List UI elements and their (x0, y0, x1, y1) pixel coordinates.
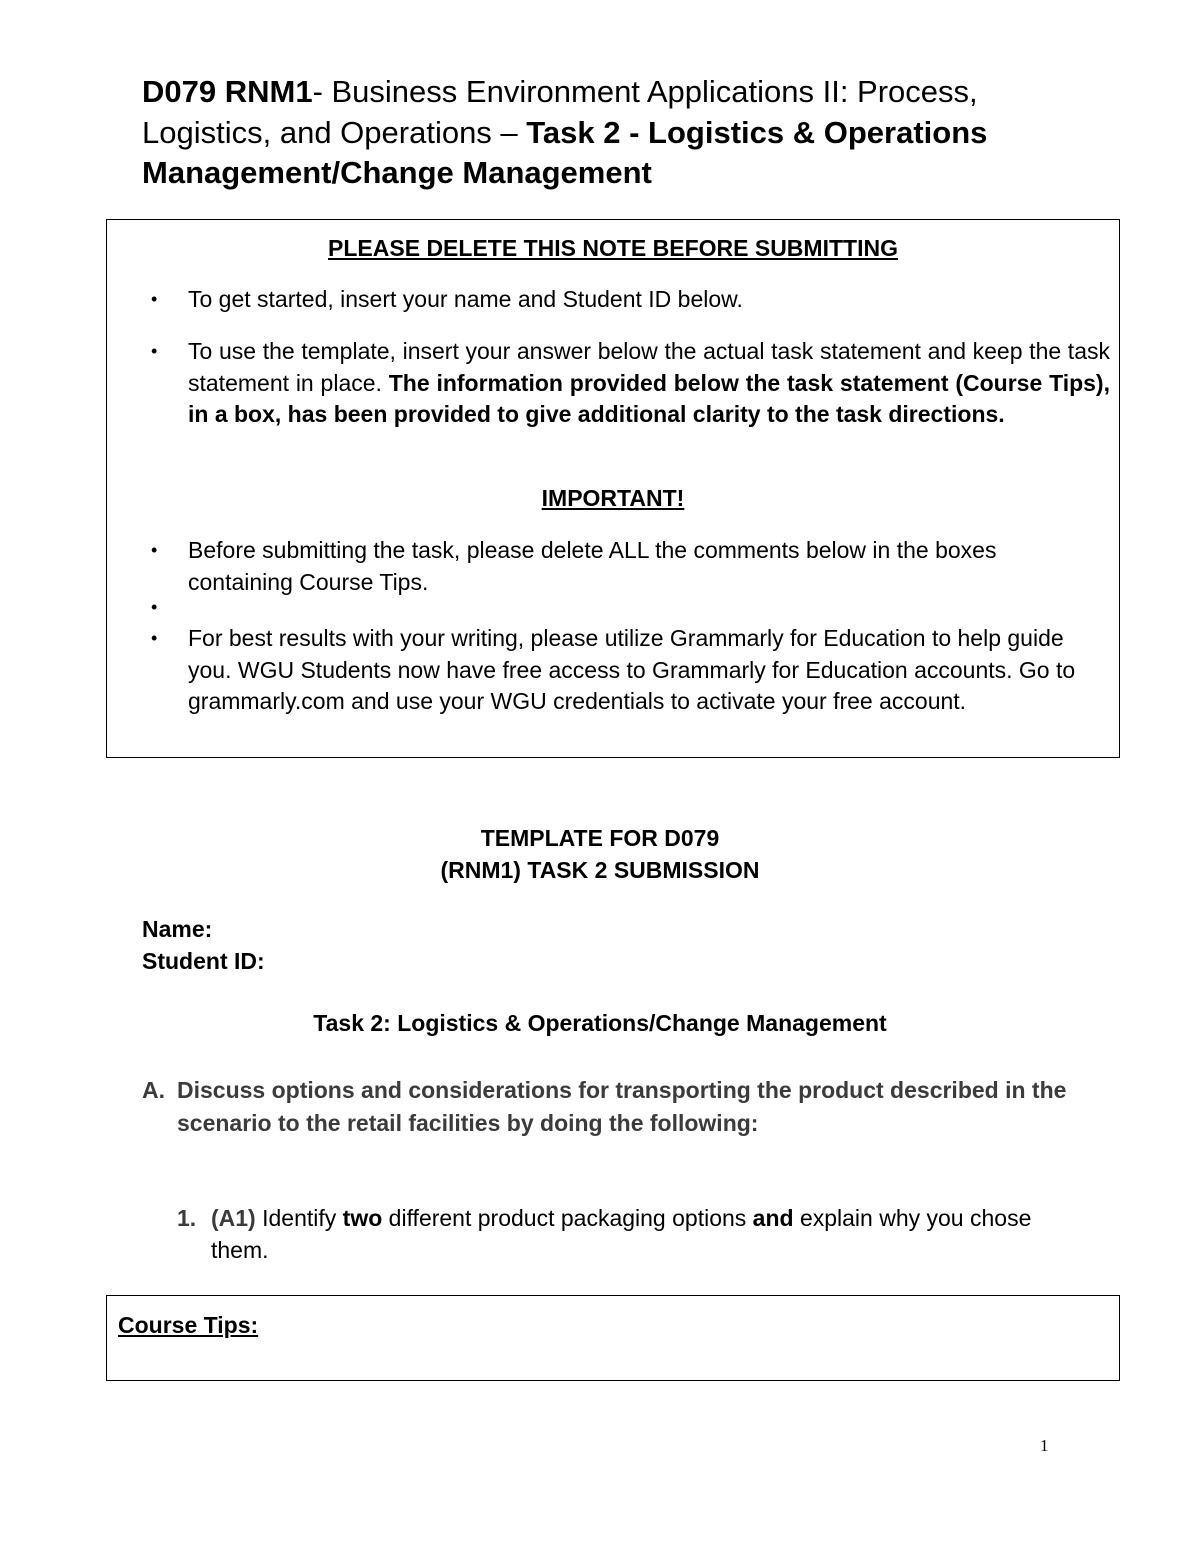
student-id-label: Student ID: (142, 948, 265, 974)
item-1-part1: Identify (255, 1205, 343, 1231)
task-title: Task 2 - Logistics & Operations Management/Change Management (142, 114, 988, 190)
instruction-note-box (106, 219, 1120, 758)
course-tips-box (106, 1295, 1120, 1381)
bullet-icon: • (151, 540, 158, 560)
note-bullet-delete-comments: Before submitting the task, please delete ALL the comments below in the boxes containing Course Tips. (188, 537, 997, 595)
section-a-text: Discuss options and considerations for transporting the product described in the scenario to the retail facilities by doing the following: (177, 1077, 1067, 1136)
note-bullet-template-use (188, 336, 1110, 431)
page-number: 1 (1040, 1436, 1049, 1455)
item-1-bold1: two (342, 1205, 383, 1231)
course-tips-label: Course Tips: (118, 1312, 259, 1338)
section-a-letter: A. (142, 1077, 165, 1103)
note-heading: PLEASE DELETE THIS NOTE BEFORE SUBMITTING (328, 235, 898, 261)
bullet-icon: • (151, 597, 158, 617)
course-subtitle: - Business Environment Applications II: Process, Logistics, and Operations – (142, 74, 978, 150)
bullet-icon: • (151, 289, 158, 309)
note-bullet-grammarly: For best results with your writing, please utilize Grammarly for Education to help guide you. WGU Students now have free access to Grammarly for Education accounts. Go to grammarly.com and use your WGU credentials to activate your free account. (188, 625, 1076, 714)
bullet-icon: • (151, 341, 158, 361)
task-heading: Task 2: Logistics & Operations/Change Management (313, 1010, 887, 1036)
bullet-icon: • (151, 628, 158, 648)
important-heading: IMPORTANT! (541, 485, 685, 511)
item-1-text (211, 1203, 1091, 1266)
template-title-line1: TEMPLATE FOR D079 (480, 825, 720, 851)
note-bullet-get-started: To get started, insert your name and Student ID below. (188, 286, 743, 312)
course-code: D079 RNM1 (142, 74, 313, 109)
template-use-text: To use the template, insert your answer below the actual task statement and keep the task statement in place. (188, 338, 1110, 396)
item-1-ref: (A1) (211, 1205, 256, 1231)
name-label: Name: (142, 916, 213, 942)
item-1-bold2: and (752, 1205, 794, 1231)
template-title-line2: (RNM1) TASK 2 SUBMISSION (440, 857, 760, 883)
template-use-bold-text: The information provided below the task statement (Course Tips), in a box, has been provided to give additional clarity to the task directions. (188, 369, 1110, 427)
item-1-part3: explain why you chose them. (211, 1205, 1032, 1263)
item-1-part2: different product packaging options (382, 1205, 753, 1231)
item-1-number: 1. (177, 1205, 197, 1231)
page-title (142, 72, 1102, 194)
